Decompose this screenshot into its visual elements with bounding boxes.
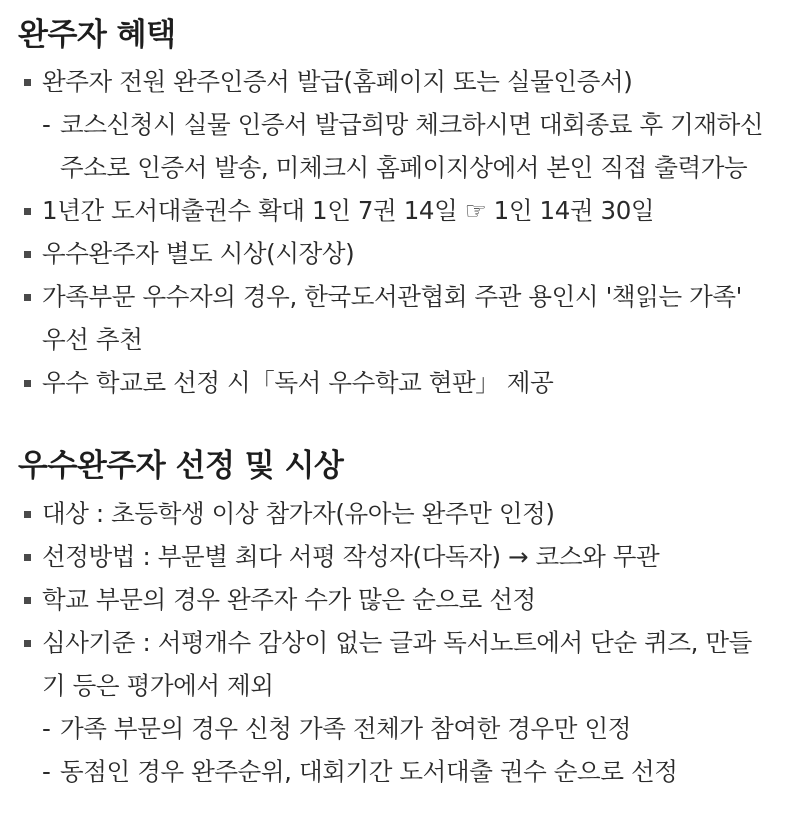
square-bullet-icon: [24, 79, 31, 86]
sub-list-item: [18, 750, 771, 793]
excellent-completer-section: [18, 440, 771, 793]
list-item: [18, 621, 771, 707]
list-item-text: 완주자 전원 완주인증서 발급(홈페이지 또는 실물인증서): [42, 67, 633, 96]
completer-benefits-section: [18, 10, 771, 404]
list-item-text: 가족 부문의 경우 신청 가족 전체가 참여한 경우만 인정: [60, 714, 631, 743]
square-bullet-icon: [24, 380, 31, 387]
list-item: [18, 232, 771, 275]
list-item: [18, 578, 771, 621]
list-item: [18, 492, 771, 535]
list-item: [18, 361, 771, 404]
dash-marker: -: [42, 714, 51, 743]
dash-marker: -: [42, 110, 51, 139]
square-bullet-icon: [24, 294, 31, 301]
square-bullet-icon: [24, 597, 31, 604]
dash-marker: -: [42, 757, 51, 786]
square-bullet-icon: [24, 511, 31, 518]
list-item-text: 학교 부문의 경우 완주자 수가 많은 순으로 선정: [42, 585, 536, 614]
list-item: [18, 275, 771, 361]
sub-list-item: [18, 103, 771, 189]
section-title-benefits: 완주자 혜택: [18, 17, 176, 53]
list-item-text: 코스신청시 실물 인증서 발급희망 체크하시면 대회종료 후 기재하신 주소로 인증서 발송, 미체크시 홈페이지상에서 본인 직접 출력가능: [60, 110, 764, 182]
list-item: [18, 189, 771, 232]
list-item-text: 우수 학교로 선정 시「독서 우수학교 현판」 제공: [42, 368, 554, 397]
list-item-text: 우수완주자 별도 시상(시장상): [42, 239, 355, 268]
square-bullet-icon: [24, 251, 31, 258]
sub-list-item: [18, 707, 771, 750]
list-item: [18, 535, 771, 578]
list-item-text: 가족부문 우수자의 경우, 한국도서관협회 주관 용인시 '책읽는 가족' 우선 추천: [42, 282, 742, 354]
list-item-text: 선정방법 : 부문별 최다 서평 작성자(다독자) → 코스와 무관: [42, 542, 660, 571]
list-item: [18, 60, 771, 103]
section-title-selection: 우수완주자 선정 및 시상: [18, 448, 344, 484]
selection-list: [18, 492, 771, 793]
square-bullet-icon: [24, 640, 31, 647]
benefits-list: [18, 60, 771, 404]
list-item-text: 대상 : 초등학생 이상 참가자(유아는 완주만 인정): [42, 499, 555, 528]
square-bullet-icon: [24, 208, 31, 215]
list-item-text: 심사기준 : 서평개수 감상이 없는 글과 독서노트에서 단순 퀴즈, 만들기 등은 평가에서 제외: [42, 628, 752, 700]
list-item-text: 동점인 경우 완주순위, 대회기간 도서대출 권수 순으로 선정: [60, 757, 678, 786]
square-bullet-icon: [24, 554, 31, 561]
list-item-text: 1년간 도서대출권수 확대 1인 7권 14일 ☞ 1인 14권 30일: [42, 196, 655, 225]
